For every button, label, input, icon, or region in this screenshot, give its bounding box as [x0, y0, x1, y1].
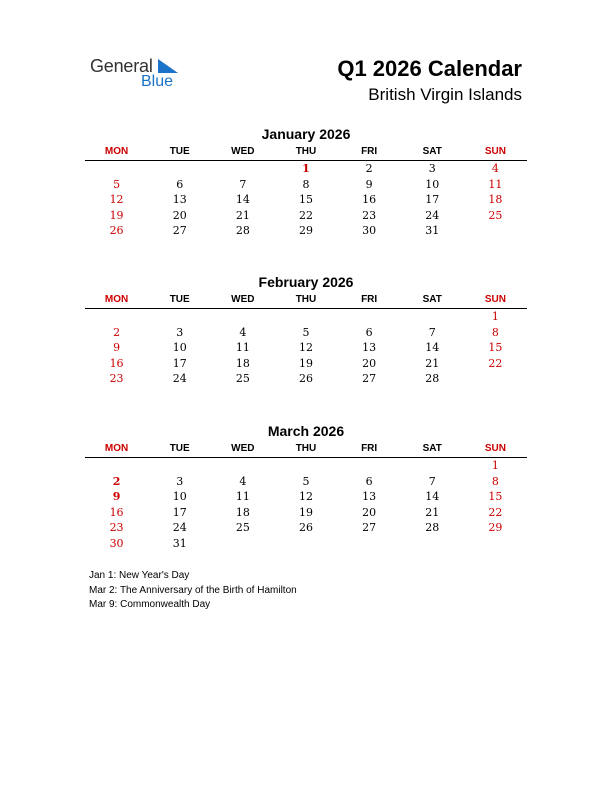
day-cell: 3 [428, 162, 436, 175]
day-cell: 23 [362, 208, 377, 222]
day-cell [85, 309, 148, 325]
day-cell: 13 [362, 490, 377, 503]
week-row [85, 223, 527, 239]
day-cell: 15 [488, 341, 503, 354]
weekday-tue: TUE [169, 443, 190, 454]
holiday-notes [89, 569, 297, 613]
day-cell: 3 [176, 325, 184, 339]
day-cell: 9 [113, 341, 121, 354]
weekday-fri: FRI [361, 443, 378, 454]
day-cell: 23 [109, 521, 124, 534]
day-cell: 7 [239, 177, 247, 191]
day-cell: 13 [362, 341, 377, 354]
weekday-thu: THU [295, 443, 317, 454]
day-cell: 22 [488, 505, 503, 519]
day-cell: 28 [425, 372, 440, 385]
day-cell: 8 [491, 325, 499, 339]
weekday-wed: WED [231, 443, 255, 454]
day-cell [401, 536, 464, 552]
logo-blue-text: Blue [141, 73, 174, 90]
day-cell: 13 [172, 193, 187, 206]
day-cell: 21 [235, 208, 250, 222]
weekday-sat: SAT [422, 443, 442, 454]
week-row [85, 371, 527, 387]
day-cell: 19 [298, 505, 313, 519]
weekday-wed: WED [231, 294, 255, 305]
day-cell: 1 [302, 162, 310, 175]
logo-general-text: General [90, 56, 153, 76]
logo [90, 56, 190, 96]
day-cell: 6 [176, 177, 184, 191]
day-cell: 17 [172, 356, 187, 370]
day-cell: 16 [109, 505, 124, 519]
day-cell: 11 [488, 177, 503, 191]
weekday-header [85, 143, 527, 161]
day-cell: 18 [235, 356, 250, 370]
day-cell: 30 [109, 536, 124, 550]
day-cell [401, 458, 464, 474]
week-row [85, 192, 527, 208]
weekday-sat: SAT [422, 146, 442, 157]
weekday-sun: SUN [484, 294, 506, 305]
weekday-mon: MON [104, 146, 129, 157]
day-cell [464, 536, 527, 552]
day-cell: 11 [235, 490, 250, 503]
month-march [85, 422, 527, 551]
day-cell: 26 [109, 224, 124, 237]
weekday-header [85, 291, 527, 309]
logo-triangle-icon [158, 59, 178, 73]
weekday-thu: THU [295, 294, 317, 305]
month-january [85, 125, 527, 239]
month-title: February 2026 [258, 274, 354, 290]
day-cell: 2 [365, 162, 373, 175]
day-cell: 27 [362, 521, 377, 534]
day-cell [85, 161, 148, 177]
day-cell [464, 371, 527, 387]
day-cell: 28 [425, 521, 440, 534]
day-cell: 4 [239, 474, 247, 488]
weekday-tue: TUE [169, 294, 190, 305]
day-cell [401, 309, 464, 325]
day-cell: 21 [425, 356, 440, 370]
day-cell: 17 [172, 505, 187, 519]
day-cell: 12 [109, 193, 124, 206]
day-cell: 2 [113, 325, 121, 339]
day-cell: 4 [239, 325, 247, 339]
week-row [85, 325, 527, 341]
day-cell [211, 309, 274, 325]
day-cell: 15 [488, 490, 503, 503]
day-cell: 10 [425, 177, 440, 191]
day-cell: 24 [425, 208, 440, 222]
day-cell [464, 223, 527, 239]
day-cell: 16 [362, 193, 377, 206]
day-cell: 7 [428, 474, 436, 488]
day-cell: 6 [365, 474, 373, 488]
day-cell: 15 [298, 193, 313, 206]
day-cell: 11 [235, 341, 250, 354]
day-cell: 19 [109, 208, 124, 222]
day-cell [274, 458, 337, 474]
day-cell: 31 [172, 536, 187, 550]
day-cell: 18 [235, 505, 250, 519]
day-cell: 9 [112, 490, 121, 503]
day-cell [211, 458, 274, 474]
weekday-mon: MON [104, 294, 129, 305]
day-cell: 20 [362, 356, 377, 370]
month-title: March 2026 [267, 423, 345, 439]
holiday-note: Jan 1: New Year's Day [89, 570, 190, 581]
week-row [85, 474, 527, 490]
day-cell [211, 536, 274, 552]
day-cell: 27 [172, 224, 187, 237]
day-cell [274, 536, 337, 552]
weekday-fri: FRI [361, 294, 378, 305]
day-cell: 28 [235, 224, 250, 237]
page-subtitle: British Virgin Islands [368, 85, 522, 104]
day-cell: 21 [425, 505, 440, 519]
weekday-mon: MON [104, 443, 129, 454]
weekday-sun: SUN [484, 146, 506, 157]
day-cell [338, 458, 401, 474]
day-cell: 27 [362, 372, 377, 385]
day-cell: 2 [112, 474, 121, 488]
day-cell: 10 [172, 490, 187, 503]
day-cell [274, 309, 337, 325]
week-row [85, 536, 527, 552]
day-cell: 22 [298, 208, 313, 222]
day-cell: 25 [488, 208, 503, 222]
day-cell: 30 [362, 224, 377, 237]
day-cell: 4 [491, 162, 499, 175]
day-cell: 31 [425, 224, 440, 237]
day-cell: 14 [425, 341, 440, 354]
month-title: January 2026 [261, 126, 351, 142]
day-cell: 5 [113, 177, 121, 191]
day-cell: 8 [302, 177, 310, 191]
weekday-wed: WED [231, 146, 255, 157]
day-cell: 26 [298, 372, 313, 385]
day-cell: 3 [176, 474, 184, 488]
day-cell: 17 [425, 193, 440, 206]
week-row [85, 309, 527, 325]
day-cell [148, 309, 211, 325]
week-row [85, 356, 527, 372]
day-cell: 29 [488, 521, 503, 534]
week-row [85, 340, 527, 356]
day-cell: 14 [425, 490, 440, 503]
day-cell: 24 [172, 521, 187, 534]
day-cell: 5 [302, 474, 310, 488]
week-row [85, 208, 527, 224]
day-cell: 9 [365, 177, 373, 191]
weekday-sun: SUN [484, 443, 506, 454]
day-cell: 7 [428, 325, 436, 339]
day-cell [338, 536, 401, 552]
day-cell: 8 [491, 474, 499, 488]
day-cell: 25 [235, 521, 250, 534]
week-row [85, 177, 527, 193]
day-cell: 20 [362, 505, 377, 519]
day-cell: 5 [302, 325, 310, 339]
day-cell: 6 [365, 325, 373, 339]
day-cell: 16 [109, 356, 124, 370]
day-cell: 26 [298, 521, 313, 534]
day-cell: 1 [491, 459, 499, 472]
day-cell [211, 161, 274, 177]
weekday-tue: TUE [169, 146, 190, 157]
day-cell: 24 [172, 372, 187, 385]
day-cell: 23 [109, 372, 124, 385]
weekday-thu: THU [295, 146, 317, 157]
day-cell [148, 161, 211, 177]
week-row [85, 505, 527, 521]
weekday-header [85, 440, 527, 458]
month-february [85, 273, 527, 387]
day-cell: 20 [172, 208, 187, 222]
holiday-note: Mar 9: Commonwealth Day [89, 599, 211, 610]
day-cell: 29 [298, 224, 313, 237]
day-cell: 10 [172, 341, 187, 354]
day-cell [85, 458, 148, 474]
week-row [85, 489, 527, 505]
day-cell: 1 [491, 310, 499, 323]
day-cell: 22 [488, 356, 503, 370]
week-row [85, 458, 527, 474]
weekday-fri: FRI [361, 146, 378, 157]
day-cell: 12 [298, 341, 313, 354]
page-title: Q1 2026 Calendar [337, 56, 522, 81]
day-cell: 19 [298, 356, 313, 370]
week-row [85, 520, 527, 536]
day-cell [148, 458, 211, 474]
week-row [85, 161, 527, 177]
day-cell: 18 [488, 193, 503, 206]
day-cell [338, 309, 401, 325]
holiday-note: Mar 2: The Anniversary of the Birth of Hamilton [89, 584, 297, 596]
day-cell: 12 [298, 490, 313, 503]
day-cell: 25 [235, 372, 250, 385]
weekday-sat: SAT [422, 294, 442, 305]
day-cell: 14 [235, 193, 250, 206]
